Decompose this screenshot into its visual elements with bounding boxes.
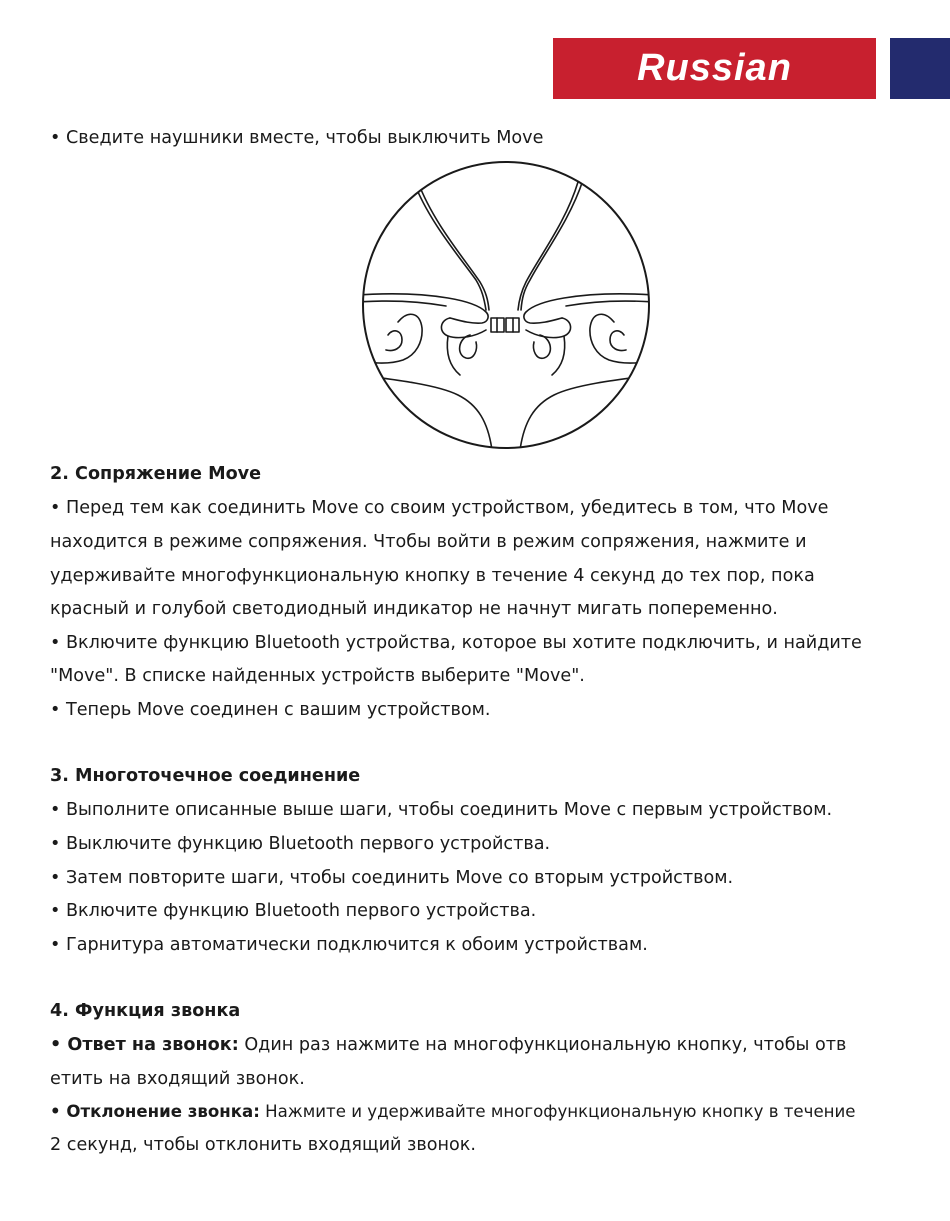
- section3-line: • Выключите функцию Bluetooth первого устройства.: [50, 834, 551, 854]
- section2-line: • Теперь Move соединен с вашим устройством.: [50, 700, 491, 720]
- section3-title: 3. Многоточечное соединение: [50, 766, 361, 786]
- section3-line: • Гарнитура автоматически подключится к обоим устройствам.: [50, 935, 648, 955]
- section2-line: • Включите функцию Bluetooth устройства, которое вы хотите подключить, и найдите: [50, 633, 862, 653]
- section2-title: 2. Сопряжение Move: [50, 464, 262, 484]
- section4-title: 4. Функция звонка: [50, 1001, 241, 1021]
- language-tab-accent: [890, 38, 950, 99]
- reject-call-text-cont: 2 секунд, чтобы отклонить входящий звонок.: [50, 1135, 477, 1155]
- answer-call-label: • Ответ на звонок:: [50, 1035, 239, 1055]
- intro-text: • Сведите наушники вместе, чтобы выключить Move: [50, 128, 544, 148]
- hands-earbuds-icon: [358, 160, 654, 450]
- section3-line: • Затем повторите шаги, чтобы соединить Move со вторым устройством.: [50, 868, 734, 888]
- section2-line: • Перед тем как соединить Move со своим устройством, убедитесь в том, что Move: [50, 498, 829, 518]
- section2-line: удерживайте многофункциональную кнопку в течение 4 секунд до тех пор, пока: [50, 566, 815, 586]
- section2-line: "Move". В списке найденных устройств выберите "Move".: [50, 666, 585, 686]
- reject-call-label: • Отклонение звонка:: [50, 1102, 260, 1121]
- language-tab: [553, 38, 876, 99]
- section2-line: находится в режиме сопряжения. Чтобы войти в режим сопряжения, нажмите и: [50, 532, 807, 552]
- section3-line: • Включите функцию Bluetooth первого устройства.: [50, 901, 537, 921]
- language-label: Russian: [637, 47, 792, 89]
- reject-call-text: Нажмите и удерживайте многофункциональную кнопку в течение: [259, 1102, 856, 1121]
- section2-line: красный и голубой светодиодный индикатор не начнут мигать попеременно.: [50, 599, 778, 619]
- answer-call-text-cont: етить на входящий звонок.: [50, 1069, 305, 1089]
- section3-line: • Выполните описанные выше шаги, чтобы соединить Move с первым устройством.: [50, 800, 833, 820]
- answer-call-line: [50, 1034, 930, 1056]
- answer-call-text: Один раз нажмите на многофункциональную кнопку, чтобы отв: [238, 1035, 847, 1055]
- reject-call-line: [50, 1101, 930, 1123]
